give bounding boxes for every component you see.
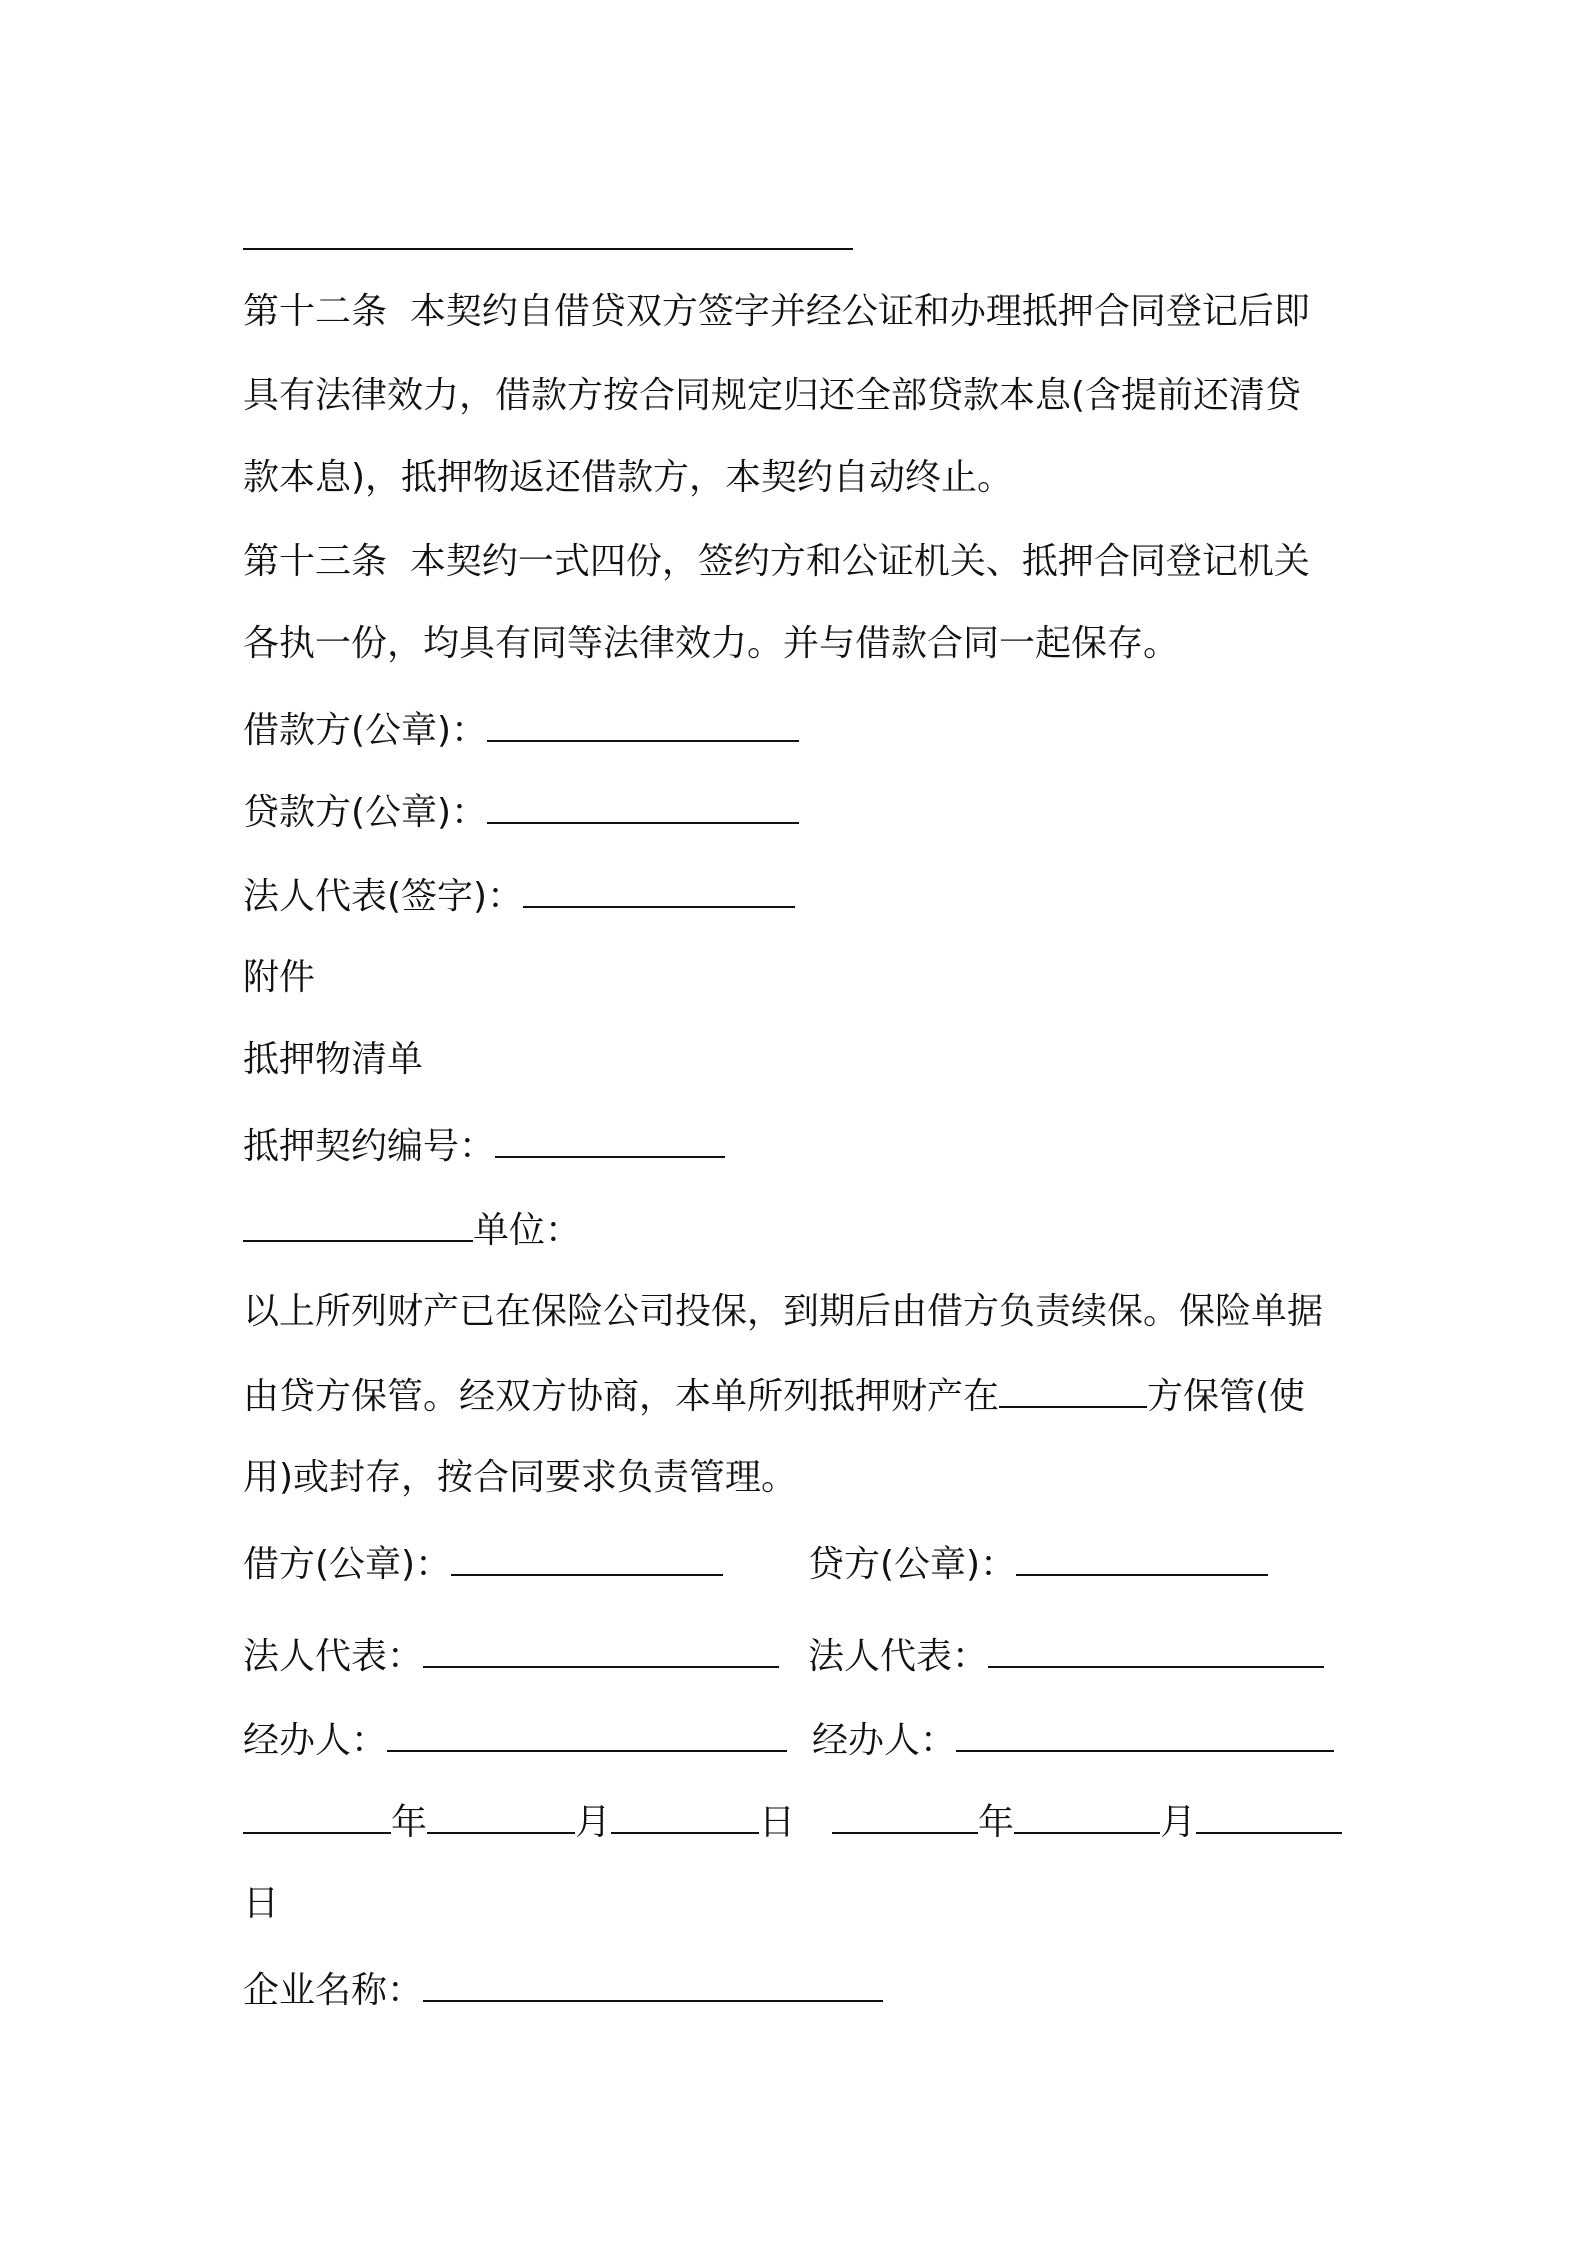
borrower-seal-label-2: 借方(公章)： bbox=[243, 1544, 452, 1585]
date-row-left bbox=[243, 1798, 795, 1845]
lender-seal-row bbox=[243, 788, 799, 835]
insurance-line-2-text: 由贷方保管。经双方协商，本单所列抵押财产在 bbox=[243, 1376, 1000, 1417]
contract-number-row bbox=[243, 1122, 725, 1169]
legal-rep-sign-row bbox=[243, 872, 795, 919]
legal-rep-label-right: 法人代表： bbox=[808, 1636, 989, 1677]
article-13-line-1: 第十三条 本契约一式四份，签约方和公证机关、抵押合同登记机关 bbox=[243, 541, 1310, 582]
date-month-field-right[interactable] bbox=[1014, 1798, 1160, 1834]
unit-label: 单位： bbox=[473, 1210, 582, 1251]
unit-row bbox=[243, 1206, 581, 1253]
borrower-seal-label: 借款方(公章)： bbox=[243, 710, 488, 751]
date-year-field-left[interactable] bbox=[243, 1798, 391, 1834]
date-day-label-left: 日 bbox=[759, 1802, 796, 1843]
insurance-line-2-tail: 方保管(使 bbox=[1147, 1376, 1306, 1417]
lender-seal-field-2[interactable] bbox=[1016, 1540, 1268, 1576]
lender-seal-field[interactable] bbox=[487, 788, 799, 824]
date-month-field-left[interactable] bbox=[427, 1798, 575, 1834]
article-12-line-3: 款本息)，抵押物返还借款方，本契约自动终止。 bbox=[243, 457, 1014, 498]
legal-rep-label-left: 法人代表： bbox=[243, 1636, 424, 1677]
legal-rep-row-left bbox=[243, 1632, 779, 1679]
handler-field-left[interactable] bbox=[387, 1716, 787, 1752]
legal-rep-row-right bbox=[808, 1632, 1324, 1679]
legal-rep-field-right[interactable] bbox=[988, 1632, 1324, 1668]
insurance-line-3: 用)或封存，按合同要求负责管理。 bbox=[243, 1457, 798, 1498]
handler-row-left bbox=[243, 1716, 787, 1763]
article-12-line-1: 第十二条 本契约自借贷双方签字并经公证和办理抵押合同登记后即 bbox=[243, 291, 1310, 332]
date-month-label-right: 月 bbox=[1160, 1802, 1197, 1843]
borrower-seal-field[interactable] bbox=[487, 706, 799, 742]
date-year-field-right[interactable] bbox=[832, 1798, 978, 1834]
top-blank-line bbox=[243, 248, 853, 250]
legal-rep-field-left[interactable] bbox=[423, 1632, 779, 1668]
contract-number-label: 抵押契约编号： bbox=[243, 1126, 496, 1167]
handler-label-left: 经办人： bbox=[243, 1720, 388, 1761]
custody-party-field[interactable] bbox=[999, 1372, 1147, 1408]
lender-seal-label: 贷款方(公章)： bbox=[243, 792, 488, 833]
handler-field-right[interactable] bbox=[956, 1716, 1334, 1752]
attachment-title: 附件 bbox=[243, 957, 316, 998]
legal-rep-sign-field[interactable] bbox=[523, 872, 795, 908]
article-13-line-2: 各执一份，均具有同等法律效力。并与借款合同一起保存。 bbox=[243, 623, 1180, 664]
handler-label-right: 经办人： bbox=[812, 1720, 957, 1761]
company-name-label: 企业名称： bbox=[243, 1970, 424, 2011]
lender-seal-label-2: 贷方(公章)： bbox=[808, 1544, 1017, 1585]
date-row-right bbox=[832, 1798, 1342, 1845]
article-12-line-2: 具有法律效力，借款方按合同规定归还全部贷款本息(含提前还清贷 bbox=[243, 375, 1302, 416]
collateral-list-title: 抵押物清单 bbox=[243, 1039, 424, 1080]
insurance-line-2 bbox=[243, 1372, 1305, 1419]
lender-seal-row-2 bbox=[808, 1540, 1268, 1587]
unit-field[interactable] bbox=[243, 1206, 473, 1242]
date-month-label-left: 月 bbox=[575, 1802, 612, 1843]
date-day-label-right-wrap: 日 bbox=[243, 1883, 280, 1924]
insurance-line-1: 以上所列财产已在保险公司投保，到期后由借方负责续保。保险单据 bbox=[243, 1291, 1324, 1332]
legal-rep-sign-label: 法人代表(签字)： bbox=[243, 876, 524, 917]
date-year-label-left: 年 bbox=[391, 1802, 428, 1843]
borrower-seal-row-2 bbox=[243, 1540, 723, 1587]
handler-row-right bbox=[812, 1716, 1334, 1763]
date-day-field-right[interactable] bbox=[1196, 1798, 1342, 1834]
date-day-field-left[interactable] bbox=[611, 1798, 759, 1834]
date-year-label-right: 年 bbox=[978, 1802, 1015, 1843]
borrower-seal-row bbox=[243, 706, 799, 753]
contract-number-field[interactable] bbox=[495, 1122, 725, 1158]
company-name-row bbox=[243, 1966, 883, 2013]
borrower-seal-field-2[interactable] bbox=[451, 1540, 723, 1576]
company-name-field[interactable] bbox=[423, 1966, 883, 2002]
